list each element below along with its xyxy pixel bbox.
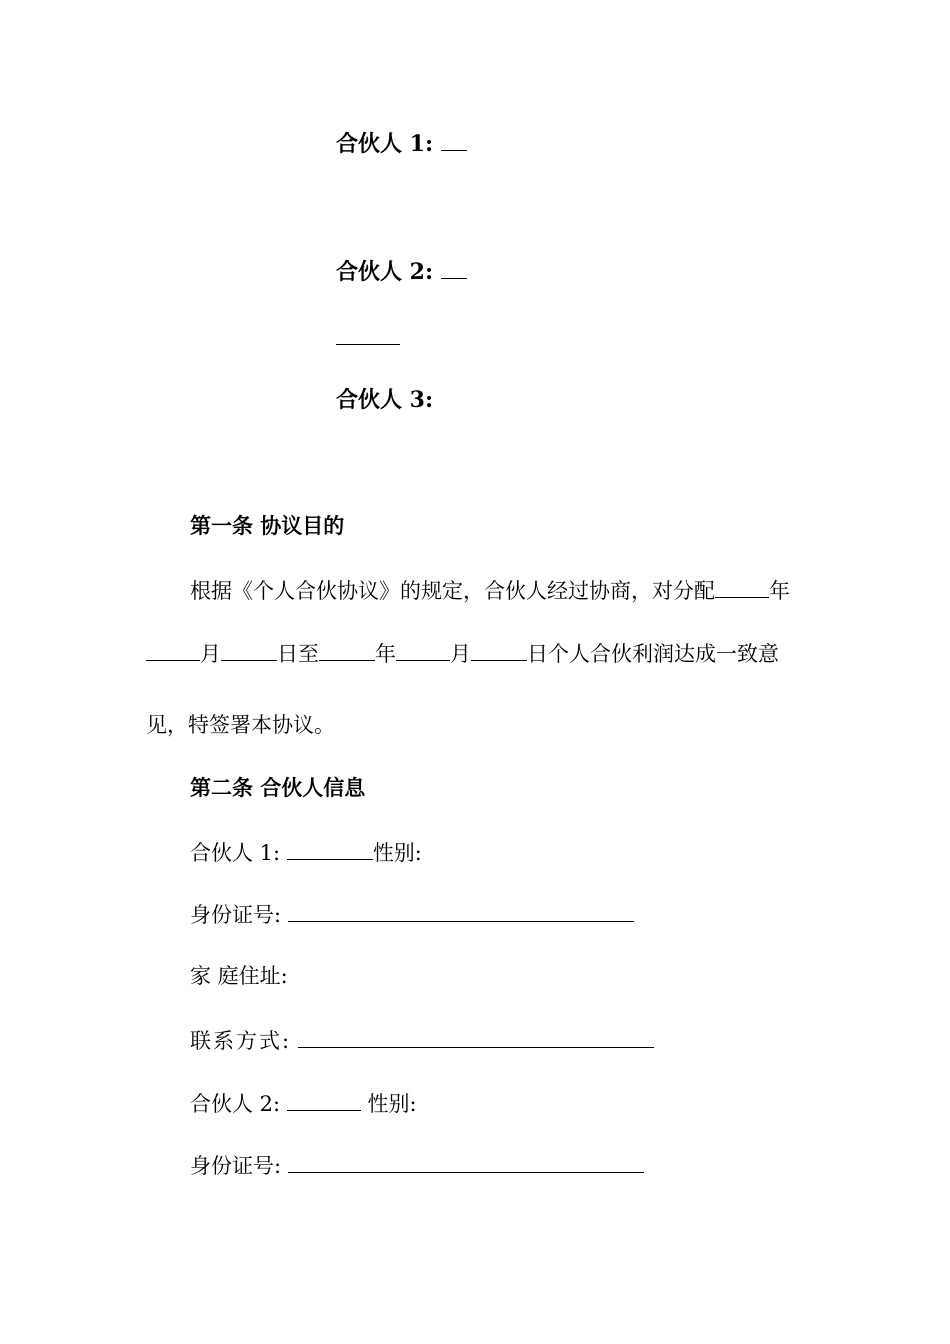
- partner-1-address-label: 家 庭住址:: [190, 964, 288, 988]
- signatory-2: [336, 256, 467, 286]
- signatory-2-blank: [441, 256, 467, 279]
- article-1-heading: 第一条 协议目的: [190, 513, 345, 538]
- partner-2-name-blank: [287, 1088, 361, 1111]
- article-1-line-1: [190, 575, 790, 605]
- article-2-heading: 第二条 合伙人信息: [190, 775, 366, 800]
- partner-2-id-blank: [288, 1150, 644, 1173]
- partner-2-gender-label: 性别:: [367, 1092, 417, 1116]
- partner-1-contact-row: [190, 1025, 654, 1055]
- partner-1-id-label: 身份证号:: [190, 903, 282, 927]
- partner-1-contact-label: 联系方式:: [190, 1029, 292, 1053]
- article-1-line-2: [146, 638, 779, 668]
- year-blank-2: [319, 638, 375, 661]
- partner-1-label: 合伙人 1:: [190, 841, 281, 865]
- partner-1-id-row: [190, 899, 634, 929]
- signatory-1-label: 合伙人 1:: [336, 131, 434, 157]
- month-label-2: 月: [450, 642, 471, 666]
- signatory-3-label: 合伙人 3:: [336, 387, 434, 413]
- month-label-1: 月: [200, 642, 221, 666]
- month-blank-2: [396, 638, 450, 661]
- partner-2-row: [190, 1088, 417, 1118]
- signatory-2-label: 合伙人 2:: [336, 259, 434, 285]
- year-label-1: 年: [769, 579, 790, 603]
- partner-1-name-blank: [287, 837, 373, 860]
- signatory-2-continuation-line: [336, 344, 400, 345]
- month-blank-1: [146, 638, 200, 661]
- partner-1-address-row: [190, 962, 288, 990]
- day-blank-1: [221, 638, 277, 661]
- year-label-2: 年: [375, 642, 396, 666]
- signatory-3: [336, 386, 433, 414]
- article-1-line-3: 见，特签署本协议。: [146, 713, 335, 737]
- day-to-label: 日至: [277, 642, 319, 666]
- partner-2-label: 合伙人 2:: [190, 1092, 281, 1116]
- year-blank-1: [715, 575, 769, 598]
- article-1-text-start: 根据《个人合伙协议》的规定，合伙人经过协商，对分配: [190, 579, 715, 603]
- day-end-text: 日个人合伙利润达成一致意: [527, 642, 779, 666]
- partner-1-contact-blank: [298, 1025, 654, 1048]
- day-blank-2: [471, 638, 527, 661]
- partner-1-gender-label: 性别:: [372, 841, 422, 865]
- partner-1-row: [190, 837, 422, 867]
- signatory-1: [336, 128, 467, 158]
- partner-2-id-label: 身份证号:: [190, 1154, 282, 1178]
- partner-2-id-row: [190, 1150, 644, 1180]
- signatory-1-blank: [441, 128, 467, 151]
- partner-1-id-blank: [288, 899, 634, 922]
